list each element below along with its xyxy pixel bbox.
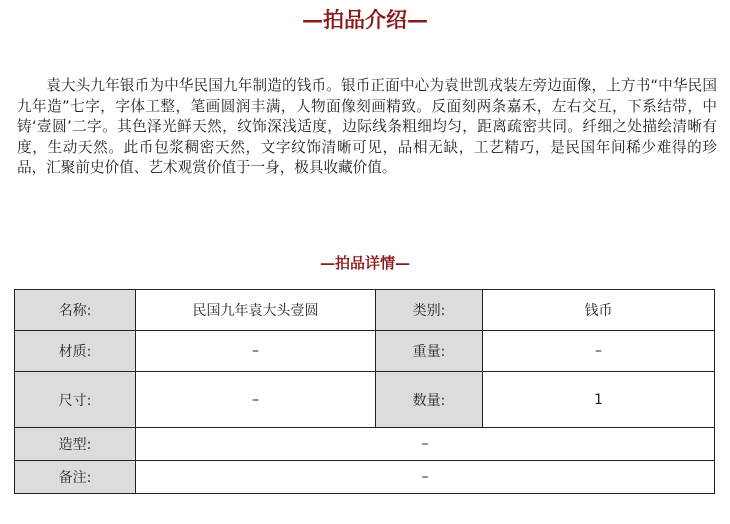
- size-label: 尺寸:: [15, 372, 136, 428]
- table-row-shape: [15, 428, 715, 461]
- material-value: –: [136, 331, 376, 372]
- name-value: 民国九年袁大头壹圆: [136, 290, 376, 331]
- size-value: –: [136, 372, 376, 428]
- shape-value: –: [136, 428, 715, 461]
- category-value: 钱币: [483, 290, 715, 331]
- weight-value: –: [483, 331, 715, 372]
- remark-label: 备注:: [15, 461, 136, 494]
- details-title: —拍品详情—: [319, 254, 410, 272]
- quantity-value: 1: [483, 372, 715, 428]
- details-table: [14, 289, 715, 494]
- name-label: 名称:: [15, 290, 136, 331]
- weight-label: 重量:: [376, 331, 483, 372]
- shape-label: 造型:: [15, 428, 136, 461]
- page-title: —拍品介绍—: [302, 7, 428, 32]
- table-row-material: [15, 331, 715, 372]
- material-label: 材质:: [15, 331, 136, 372]
- table-row-name: [15, 290, 715, 331]
- intro-paragraph: 袁大头九年银币为中华民国九年制造的钱币。银币正面中心为袁世凯戎装左旁边面像，上方书“中华民国九年造”七字，字体工整，笔画圆润丰满，人物面像刻画精致。反面刻两条嘉禾，左右交互，下系结带，中铸‘壹圆’二字。其色泽光鲜天然，纹饰深浅适度，边际线条粗细均匀，距离疏密共同。纤细之处描绘清晰有度，生动天然。此币包浆稠密天然，文字纹饰清晰可见，品相无缺，工艺精巧，是民国年间稀少难得的珍品，汇聚前史价值、艺术观赏价值于一身，极具收藏价值。: [17, 77, 717, 176]
- category-label: 类别:: [376, 290, 483, 331]
- table-row-remark: [15, 461, 715, 494]
- quantity-label: 数量:: [376, 372, 483, 428]
- remark-value: –: [136, 461, 715, 494]
- table-row-size: [15, 372, 715, 428]
